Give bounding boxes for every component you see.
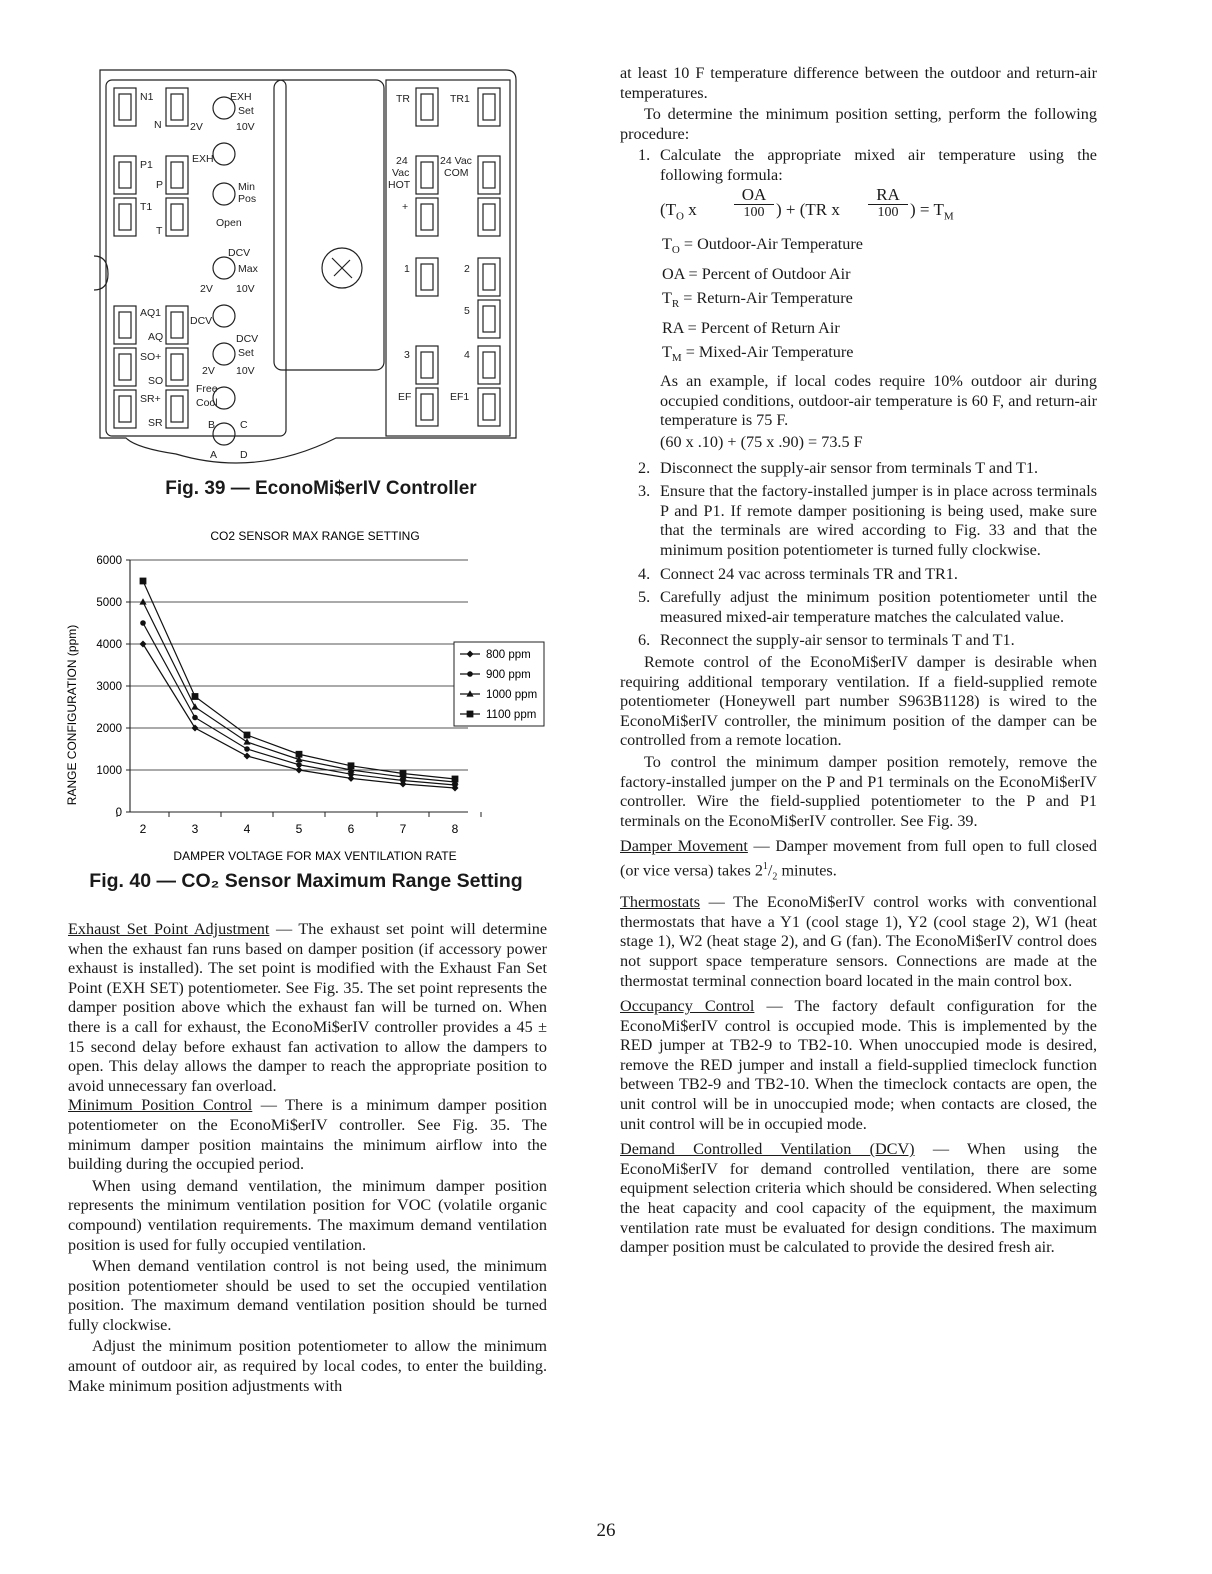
determine-paragraph: To determine the minimum position setting, perform the following procedure:	[620, 105, 1097, 143]
x-tick-label: 4	[243, 822, 251, 836]
y-tick-label: 6000	[96, 555, 122, 567]
label-24: 24	[396, 155, 408, 167]
dcv-heading: Demand Controlled Ventilation (DCV)	[620, 1140, 915, 1159]
left-column	[68, 920, 547, 1396]
data-point-circle	[467, 671, 473, 677]
data-point-triangle	[139, 598, 146, 604]
label-b: B	[208, 419, 216, 431]
definition-item: $T_M$ = Mixed-Air Temperature	[662, 343, 854, 365]
damper-heading: Damper Movement	[620, 837, 748, 856]
step-3: 3. Ensure that the factory-installed jumper is in place across terminals P and P1. If remote damper positioning is being used, make sure that the terminals are wired according to Fig. 33 and that the minimum position potentiometer is turned fully clockwise.	[638, 482, 1097, 560]
label-10v-b: 10V	[236, 283, 255, 295]
step-4: 4. Connect 24 vac across terminals TR and TR1.	[638, 564, 958, 583]
label-tr: TR	[396, 93, 410, 105]
label-term-1: 1	[404, 263, 410, 275]
demand-paragraph: When using demand ventilation, the minimum damper position represents the minimum ventilation position for VOC (volatile organic compound) ventilation requirements. The maximum demand ventilation position is used for fully occupied ventilation.	[68, 1176, 547, 1254]
label-term-4: 4	[464, 349, 470, 361]
data-point-triangle	[243, 738, 250, 744]
control-paragraph: To control the minimum damper position remotely, remove the factory-installed jumper on the P and P1 terminals on the EconoMi$erIV controller. Wire the field-supplied potentiometer to the P and P1 terminals on the EconoMi$erIV controller. See Fig. 39.	[620, 752, 1097, 830]
x-tick-label: 6	[347, 822, 355, 836]
label-term-5: 5	[464, 305, 470, 317]
label-dcv3: DCV	[236, 333, 259, 345]
label-ef: EF	[398, 391, 412, 403]
label-10v-a: 10V	[236, 121, 255, 133]
label-set2: Set	[238, 347, 254, 359]
data-point-square	[452, 776, 459, 783]
y-tick-label: 2000	[96, 723, 122, 735]
label-dcv: DCV	[228, 247, 251, 259]
legend-label: 900 ppm	[486, 669, 531, 681]
label-a: A	[210, 449, 218, 461]
legend-label: 1100 ppm	[486, 709, 537, 721]
label-aq1: AQ1	[140, 307, 162, 319]
y-tick-label: 4000	[96, 639, 122, 651]
data-point-circle	[296, 762, 302, 768]
x-tick-label: 5	[295, 822, 303, 836]
label-t: T	[156, 225, 163, 237]
step-2: 2. Disconnect the supply-air sensor from terminals T and T1.	[638, 458, 1039, 477]
label-10v-c: 10V	[236, 365, 255, 377]
label-min: Min	[238, 181, 255, 193]
definition-item: RA = Percent of Return Air	[662, 319, 840, 338]
label-term-3: 3	[404, 349, 410, 361]
remote-paragraph: Remote control of the EconoMi$erIV damper is desirable when requiring additional temporary ventilation. If a field-supplied remote potentiometer (Honeywell part number S963B1128) is wired to the EconoMi$erIV controller, the minimum position of the damper can be controlled from a remote location.	[620, 652, 1097, 750]
controller-diagram	[86, 58, 526, 478]
data-point-circle	[244, 746, 250, 752]
label-exh: EXH	[230, 91, 252, 103]
example-calc: (60 x .10) + (75 x .90) = 73.5 F	[660, 433, 863, 452]
formula-definitions	[620, 232, 1097, 371]
continued-paragraph: at least 10 F temperature difference between the outdoor and return-air temperatures.	[620, 64, 1097, 102]
definition-item: OA = Percent of Outdoor Air	[662, 264, 851, 283]
label-tr1: TR1	[450, 93, 470, 105]
y-tick-label: 1000	[96, 765, 122, 777]
label-sr: SR	[148, 417, 163, 429]
series-line-1100-ppm	[143, 581, 455, 779]
y-tick-label: 3000	[96, 681, 122, 693]
chart-y-axis-label: RANGE CONFIGURATION (ppm)	[65, 624, 79, 806]
label-hot: HOT	[388, 179, 411, 191]
page-number: 26	[596, 1520, 616, 1541]
data-point-diamond	[192, 725, 199, 732]
legend-label: 800 ppm	[486, 649, 531, 661]
data-point-square	[140, 578, 147, 585]
label-sr-plus: SR+	[140, 393, 161, 405]
step-1: 1. Calculate the appropriate mixed air temperature using the following formula:	[638, 146, 1097, 184]
label-d: D	[240, 449, 248, 461]
data-point-square	[348, 762, 355, 769]
label-vac: Vac	[392, 167, 410, 179]
x-tick-label: 8	[451, 822, 459, 836]
data-point-square	[400, 770, 407, 777]
label-pos: Pos	[238, 193, 257, 205]
minpos-heading: Minimum Position Control	[68, 1096, 253, 1115]
adjust-paragraph: Adjust the minimum position potentiometer to allow the minimum amount of outdoor air, as required by local codes, to enter the building. Make minimum position adjustments with	[68, 1337, 547, 1395]
label-dcv2: DCV	[190, 315, 213, 327]
occupancy-paragraph: Occupancy Control — The factory default configuration for the EconoMi$erIV control is occupied mode. This is implemented by the RED jumper at TB2-9 to TB2-10. When unoccupied mode is desired, remove the RED jumper and install a field-supplied timeclock function between TB2-9 and TB2-10. When the timeclock contacts are open, the unit control will be in unoccupied mode; when contacts are closed, the unit control will be in occupied mode.	[620, 997, 1097, 1133]
damper-paragraph: Damper Movement — Damper movement from full open to full closed (or vice versa) takes $2^1/_2$ minutes.	[620, 837, 1097, 883]
label-com: COM	[444, 167, 469, 179]
label-24vac: 24 Vac	[440, 155, 472, 167]
label-p1: P1	[140, 159, 153, 171]
data-point-square	[192, 693, 199, 700]
label-set: Set	[238, 105, 254, 117]
chart-title: CO2 SENSOR MAX RANGE SETTING	[210, 529, 420, 543]
label-exh2: EXH	[192, 153, 214, 165]
x-tick-label: 3	[191, 822, 199, 836]
x-tick-label: 7	[399, 822, 407, 836]
thermostats-paragraph: Thermostats — The EconoMi$erIV control works with conventional thermostats that have a Y1 (cool stage 1), Y2 (cool stage 2), W1 (heat stage 1), W2 (heat stage 2), and G (fan). The EconoMi$erIV control does not support space temperature sensors. Connections are made at the thermostat terminal connection board located in the main control box.	[620, 893, 1097, 990]
label-so-plus: SO+	[140, 351, 162, 363]
definition-item: $T_O$ = Outdoor-Air Temperature	[662, 234, 863, 256]
label-term-2: 2	[464, 263, 470, 275]
formula: ($T_O$ x OA 100 ) + (TR x RA 100 ) = $T_M$	[660, 184, 954, 222]
y-tick-label: 0	[115, 807, 122, 819]
label-n1: N1	[140, 91, 154, 103]
step-5: 5. Carefully adjust the minimum position potentiometer until the measured mixed-air temperature matches the calculated value.	[638, 588, 1097, 626]
notused-paragraph: When demand ventilation control is not being used, the minimum position potentiometer should be used to set the occupied ventilation position. The maximum demand ventilation position should be turned fully clockwise.	[68, 1257, 547, 1334]
data-point-diamond	[244, 753, 251, 760]
data-point-diamond	[140, 641, 147, 648]
data-point-square	[296, 751, 303, 758]
fig40-caption: Fig. 40 — CO₂ Sensor Maximum Range Setting	[89, 870, 523, 892]
label-2v-c: 2V	[202, 365, 215, 377]
step-6: 6. Reconnect the supply-air sensor to terminals T and T1.	[638, 631, 1015, 650]
label-open: Open	[216, 217, 242, 229]
example-paragraph: As an example, if local codes require 10% outdoor air during occupied conditions, outdoor-air temperature is 60 F, and return-air temperature is 75 F.	[660, 372, 1097, 430]
dcv-paragraph: Demand Controlled Ventilation (DCV) — When using the EconoMi$erIV for demand controlled ventilation, there are some equipment selection criteria which should be considered. When selecting the heat capacity and cool capacity of the equipment, the maximum ventilation rate must be evaluated for design conditions. The maximum damper position must be calculated to provide the desired fresh air.	[620, 1140, 1097, 1257]
data-point-triangle	[191, 703, 198, 709]
data-point-square	[467, 711, 474, 718]
data-point-square	[244, 732, 251, 739]
label-2v-b: 2V	[200, 283, 213, 295]
x-tick-label: 2	[139, 822, 147, 836]
label-n: N	[154, 119, 162, 131]
label-ef1: EF1	[450, 391, 470, 403]
right-column	[620, 64, 1097, 1258]
data-point-circle	[140, 620, 146, 626]
exhaust-paragraph: Exhaust Set Point Adjustment — The exhaust set point will determine when the exhaust fan runs based on damper position (if accessory power exhaust is installed). The set point is modified with the Exhaust Fan Set Point (EXH SET) potentiometer. See Fig. 35. The set point represents the damper position above which the exhaust fan will be turned on. When there is a call for exhaust, the EconoMi$erIV controller provides a 45 ± 15 second delay before exhaust fan activation to allow the dampers to open. This delay allows the damper to reach the appropriate position to avoid unnecessary fan overload.	[68, 920, 548, 1095]
thermostats-heading: Thermostats	[620, 893, 701, 912]
label-free: Free	[196, 383, 218, 395]
label-max: Max	[238, 263, 258, 275]
definition-item: $T_R$ = Return-Air Temperature	[662, 288, 853, 311]
exhaust-heading: Exhaust Set Point Adjustment	[68, 920, 270, 938]
minpos-paragraph: Minimum Position Control — There is a minimum damper position potentiometer on the EconoMi$erIV controller. See Fig. 35. The minimum damper position maintains the minimum airflow into the building during the occupied period.	[68, 1096, 547, 1174]
data-point-circle	[192, 715, 198, 721]
label-2v-a: 2V	[190, 121, 203, 133]
legend-label: 1000 ppm	[486, 689, 538, 701]
label-p: P	[156, 179, 164, 191]
label-plus: +	[402, 201, 409, 213]
label-aq: AQ	[148, 331, 164, 343]
label-cool: Cool	[196, 397, 218, 409]
label-c: C	[240, 419, 248, 431]
co2-range-chart	[56, 522, 556, 870]
occupancy-heading: Occupancy Control	[620, 997, 755, 1016]
fig39-caption: Fig. 39 — EconoMi$erIV Controller	[165, 478, 477, 499]
y-tick-label: 5000	[96, 597, 122, 609]
label-t1: T1	[140, 201, 153, 213]
chart-x-axis-label: DAMPER VOLTAGE FOR MAX VENTILATION RATE	[173, 849, 457, 863]
label-so: SO	[148, 375, 164, 387]
